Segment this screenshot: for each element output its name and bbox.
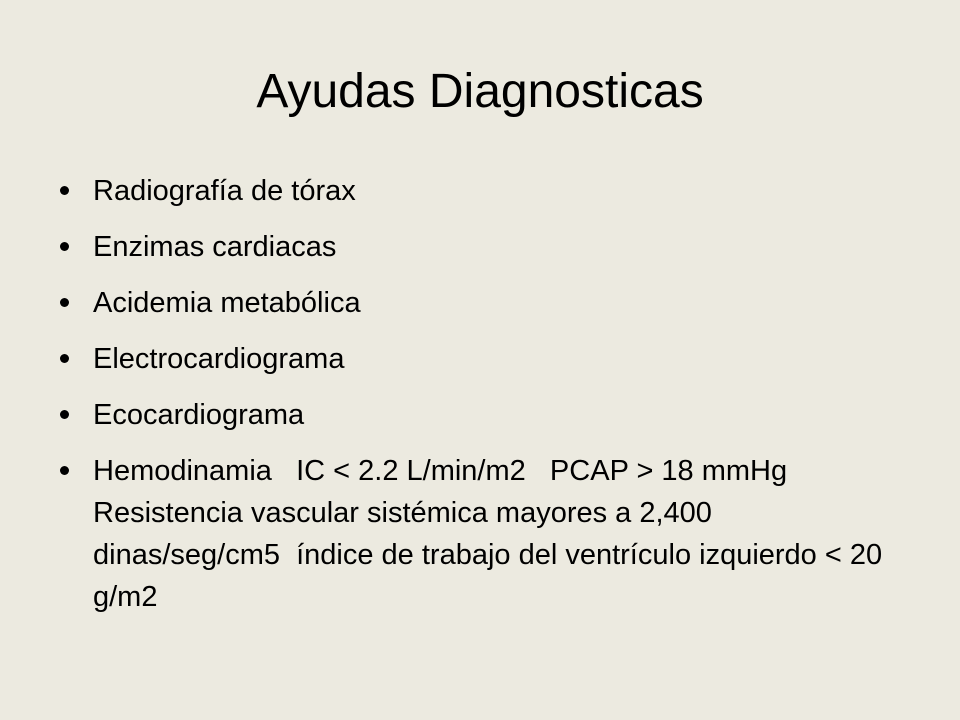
bullet-dot-icon xyxy=(60,410,69,419)
bullet-text: Ecocardiograma xyxy=(93,399,305,431)
bullet-list xyxy=(60,170,890,632)
bullet-dot-icon xyxy=(60,242,69,251)
bullet-text: Radiografía de tórax xyxy=(93,175,356,207)
bullet-text: Acidemia metabólica xyxy=(93,287,361,319)
bullet-dot-icon xyxy=(60,186,69,195)
bullet-item-hemodinamia xyxy=(60,450,890,618)
bullet-text: Electrocardiograma xyxy=(93,343,345,375)
bullet-item-ecocardiograma xyxy=(60,394,890,436)
bullet-text: Hemodinamia IC < 2.2 L/min/m2 PCAP > 18 mmHg Resistencia vascular sistémica mayores a 2,400 dinas/seg/cm5 índice de trabajo del ventrículo izquierdo < 20 g/m2 xyxy=(93,455,891,613)
bullet-text: Enzimas cardiacas xyxy=(93,231,337,263)
slide-title: Ayudas Diagnosticas xyxy=(256,65,704,118)
bullet-dot-icon xyxy=(60,298,69,307)
bullet-dot-icon xyxy=(60,466,69,475)
bullet-item-acidemia xyxy=(60,282,890,324)
bullet-item-electrocardiograma xyxy=(60,338,890,380)
bullet-dot-icon xyxy=(60,354,69,363)
bullet-item-enzimas xyxy=(60,226,890,268)
bullet-item-radiografia xyxy=(60,170,890,212)
